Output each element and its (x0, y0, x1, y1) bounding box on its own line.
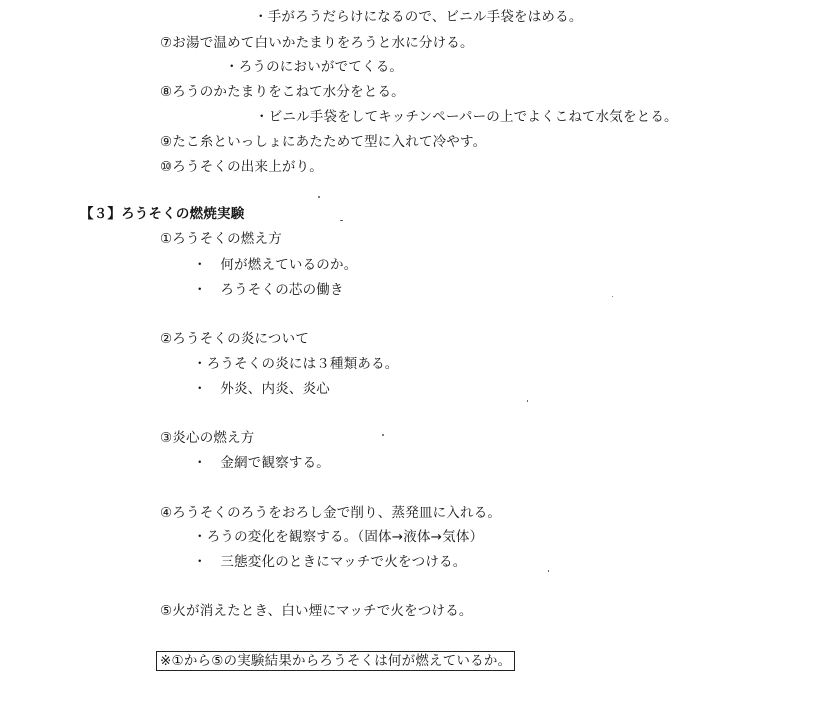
scan-speck (612, 296, 613, 297)
section-3-heading: 【３】ろうそくの燃焼実験 (80, 206, 245, 222)
scan-speck (527, 400, 528, 402)
bullet-vinyl-gloves: ・手がろうだらけになるので、ビニル手袋をはめる。 (254, 9, 583, 25)
item-5-heading: ⑤火が消えたとき、白い煙にマッチで火をつける。 (160, 603, 473, 619)
step-8: ⑧ろうのかたまりをこねて水分をとる。 (160, 84, 405, 100)
bullet-three-flames: ・ろうそくの炎には３種類ある。 (193, 356, 399, 372)
item-3-heading: ③炎心の燃え方 (160, 430, 255, 446)
item-1-heading: ①ろうそくの燃え方 (160, 231, 282, 247)
summary-question-box: ※①から⑤の実験結果からろうそくは何が燃えているか。 (156, 651, 515, 671)
bullet-wax-smell: ・ろうのにおいがでてくる。 (225, 59, 404, 75)
bullet-what-burns: ・ 何が燃えているのか。 (193, 257, 358, 273)
step-9: ⑨たこ糸といっしょにあたためて型に入れて冷やす。 (160, 134, 487, 150)
bullet-wire-mesh: ・ 金網で観察する。 (193, 455, 330, 471)
scan-speck (548, 570, 549, 572)
bullet-three-states: ・ 三態変化のときにマッチで火をつける。 (193, 554, 467, 570)
bullet-wick-role: ・ ろうそくの芯の働き (193, 282, 344, 298)
item-4-heading: ④ろうそくのろうをおろし金で削り、蒸発皿に入れる。 (160, 505, 502, 521)
step-10: ⑩ろうそくの出来上がり。 (160, 159, 324, 175)
scan-speck (340, 220, 343, 221)
bullet-knead-paper: ・ビニル手袋をしてキッチンペーパーの上でよくこねて水気をとる。 (255, 109, 678, 125)
scan-speck (318, 196, 320, 198)
scan-speck (382, 434, 384, 436)
item-2-heading: ②ろうそくの炎について (160, 331, 310, 347)
step-7: ⑦お湯で温めて白いかたまりをろうと水に分ける。 (160, 35, 474, 51)
bullet-observe-change: ・ろうの変化を観察する。（固体→液体→気体） (193, 529, 484, 545)
bullet-flame-parts: ・ 外炎、内炎、炎心 (193, 381, 330, 397)
